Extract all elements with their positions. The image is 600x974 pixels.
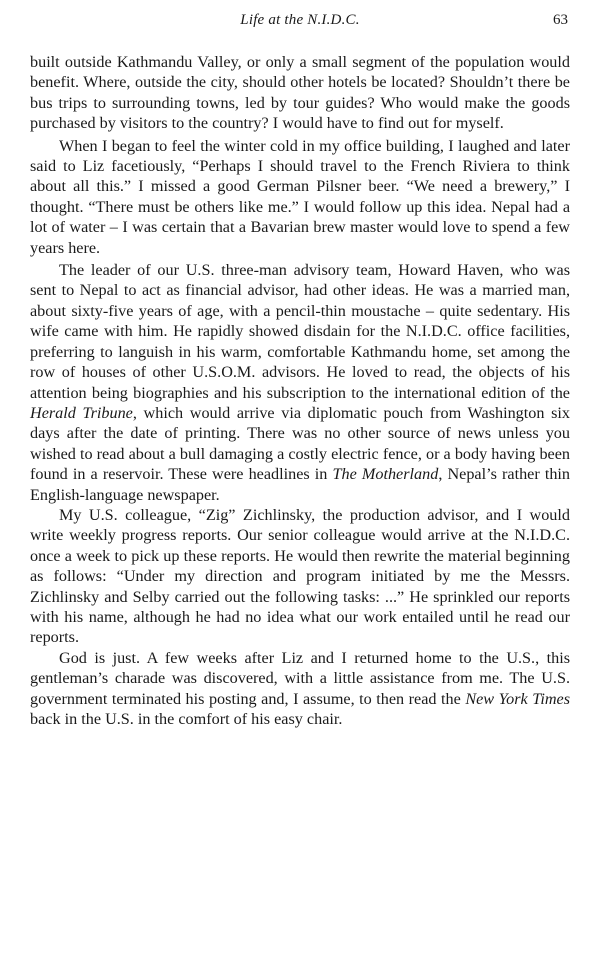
newspaper-title-herald-tribune: Herald Tribune <box>30 403 133 422</box>
paragraph-text: , which would arrive via diplomatic pouch from Washington six days after the date of printing. There was no other source of news unless you wished to read about a bull damaging a costly electric fence, or a body having been found in a reservoir. These were headlines in <box>30 403 570 484</box>
paragraph-text: built outside Kathmandu Valley, or only a small segment of the population would benefit. Where, outside the city, should other hotels be located? Shouldn’t there be bus trips to surrounding towns, led by tour guides? Who would make the goods purchased by visitors to the country? I would have to find out for myself. <box>30 53 570 133</box>
paragraph-text: God is just. A few weeks after Liz and I returned home to the U.S., this gentleman’s charade was discovered, with a little assistance from me. The U.S. government terminated his posting and, I assume, to then read the <box>30 648 570 708</box>
paragraph-1 <box>30 52 570 134</box>
paragraph-text: back in the U.S. in the comfort of his easy chair. <box>30 710 343 728</box>
running-header <box>0 12 600 36</box>
page-number: 63 <box>553 12 568 28</box>
paragraph-3 <box>30 260 570 505</box>
paragraph-text: , Nepal’s rather thin English-language newspaper. <box>30 465 571 504</box>
paragraph-4 <box>30 505 570 648</box>
paragraph-text: When I began to feel the winter cold in my office building, I laughed and later said to Liz facetiously, “Perhaps I should travel to the French Riviera to think about all this.” I missed a good German Pilsner beer. “We need a brewery,” I thought. “There must be others like me.” I would follow up this idea. Nepal had a lot of water – I was certain that a Bavarian brew master would love to spend a few years here. <box>30 136 570 257</box>
paragraph-5 <box>30 648 570 730</box>
body-text <box>30 52 570 729</box>
newspaper-title-new-york-times: New York Times <box>465 689 571 708</box>
paragraph-2 <box>30 136 570 258</box>
paragraph-text: The leader of our U.S. three-man advisory team, Howard Haven, who was sent to Nepal to act as financial advisor, had other ideas. He was a married man, about sixty-five years of age, with a pencil-thin moustache – quite sedentary. His wife came with him. He rapidly showed disdain for the N.I.D.C. office facilities, preferring to languish in his warm, comfortable Kathmandu home, set among the row of houses of other U.S.O.M. advisors. He loved to read, the objects of his attention being biographies and his subscription to the international edition of the <box>30 261 570 402</box>
newspaper-title-the-motherland: The Motherland <box>332 465 439 484</box>
paragraph-text: My U.S. colleague, “Zig” Zichlinsky, the production advisor, and I would write weekly progress reports. Our senior colleague would arrive at the N.I.D.C. once a week to pick up these reports. He would then rewrite the material beginning as follows: “Under my direction and program initiated by me the Messrs. Zichlinsky and Selby carried out the following tasks: ...” He sprinkled our reports with his name, although he had no idea what our work entailed until he read our reports. <box>30 505 570 647</box>
running-title: Life at the N.I.D.C. <box>240 12 360 28</box>
